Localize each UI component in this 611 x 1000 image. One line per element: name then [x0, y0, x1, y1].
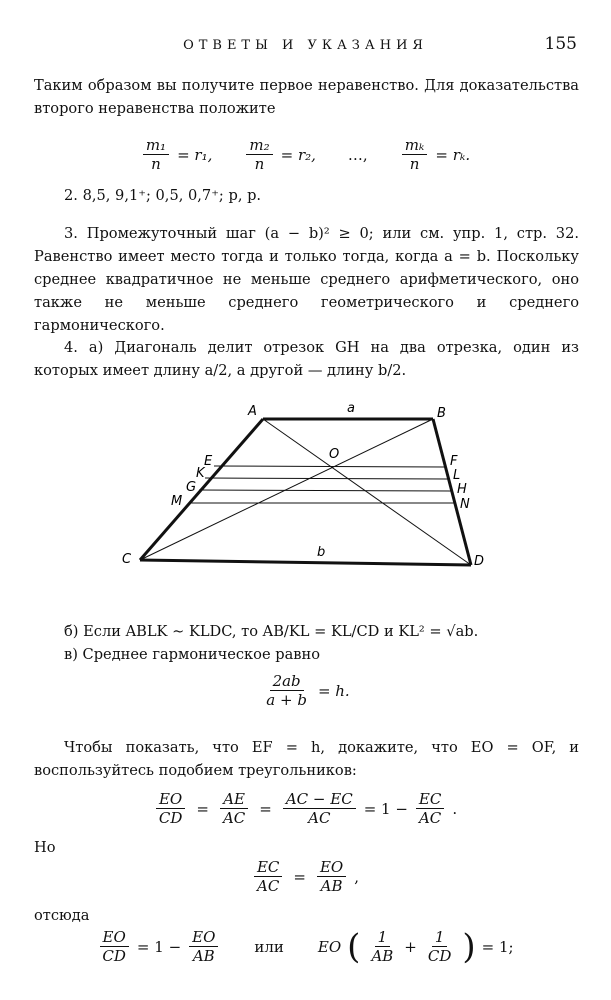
word-hence: отсюда: [34, 907, 90, 924]
equation-similarity: $\frac{EO}{CD}$ = $\frac{AE}{AC}$ = $\frac{AC - EC}{AC}$ = 1 − $\frac{EC}{AC}$ .: [0, 790, 611, 827]
label-E: E: [204, 454, 213, 469]
paragraph-intro: Таким образом вы получите первое неравенство. Для доказательства второго неравенства положите: [34, 77, 579, 117]
segment-kl: [205, 478, 449, 479]
answer-item-4a: 4. а) Диагональ делит отрезок GH на два отрезка, один из которых имеет длину a/2, а другой — длину b/2.: [34, 339, 579, 379]
label-G: G: [186, 480, 197, 495]
label-L: L: [453, 468, 461, 483]
label-M: M: [171, 494, 183, 509]
diagonal-bc: [140, 419, 433, 560]
label-B: B: [437, 406, 446, 421]
label-b: b: [317, 545, 326, 560]
label-A: A: [248, 404, 257, 419]
equation-result: $\frac{EO}{CD}$ = 1 − $\frac{EO}{AB}$ или EO ( $\frac{1}{AB}$ + $\frac{1}{CD}$ ) = 1;: [0, 928, 611, 965]
page-number: 155: [544, 34, 577, 54]
label-O: O: [329, 447, 340, 462]
trapezoid-figure: [0, 395, 611, 580]
answer-item-4b: б) Если ABLK ∼ KLDC, то AB/KL = KL/CD и KL² = √ab.: [64, 623, 479, 640]
label-F: F: [450, 454, 458, 469]
label-K: K: [196, 466, 205, 481]
fraction-m2-n: $\frac{\text{m₂}}{n}$: [246, 136, 272, 173]
label-C: C: [122, 552, 132, 567]
equation-ec-ac: $\frac{EC}{AC}$ = $\frac{EO}{AB}$ ,: [0, 858, 611, 895]
answer-item-2: 2. 8,5, 9,1⁺; 0,5, 0,7⁺; p, p.: [64, 187, 262, 204]
answer-item-3: 3. Промежуточный шаг (a − b)² ≥ 0; или см. упр. 1, стр. 32. Равенство имеет место тогда и только тогда, когда a = b. Поскольку среднее квадратичное не меньше среднего арифметического, оно также не меньше среднего геометрического и среднего гармонического.: [34, 225, 579, 334]
segment-gh: [199, 490, 453, 491]
paragraph-show: Чтобы показать, что EF = h, докажите, что EO = OF, и воспользуйтесь подобием треугольников:: [34, 739, 579, 779]
label-H: H: [457, 482, 467, 497]
equation-ratios: $\frac{\text{m₁}}{n}$ = r₁, $\frac{\text{m₂}}{n}$ = r₂, …, $\frac{\text{mₖ}}{n}$ = rₖ.: [0, 136, 611, 173]
running-header: ОТВЕТЫ И УКАЗАНИЯ: [183, 38, 428, 53]
side-cd: [140, 560, 471, 565]
label-N: N: [460, 497, 470, 512]
answer-item-4c: в) Среднее гармоническое равно: [64, 646, 321, 663]
fraction-mk-n: $\frac{\text{mₖ}}{n}$: [402, 136, 428, 173]
segment-ef: [214, 466, 445, 467]
fraction-m1-n: $\frac{\text{m₁}}{n}$: [143, 136, 169, 173]
equation-harmonic-mean: $\frac{2ab}{a + b}$ = h.: [266, 672, 350, 709]
side-ac: [140, 419, 263, 560]
word-but: Но: [34, 839, 56, 856]
label-D: D: [474, 554, 485, 569]
label-a: a: [347, 401, 355, 416]
